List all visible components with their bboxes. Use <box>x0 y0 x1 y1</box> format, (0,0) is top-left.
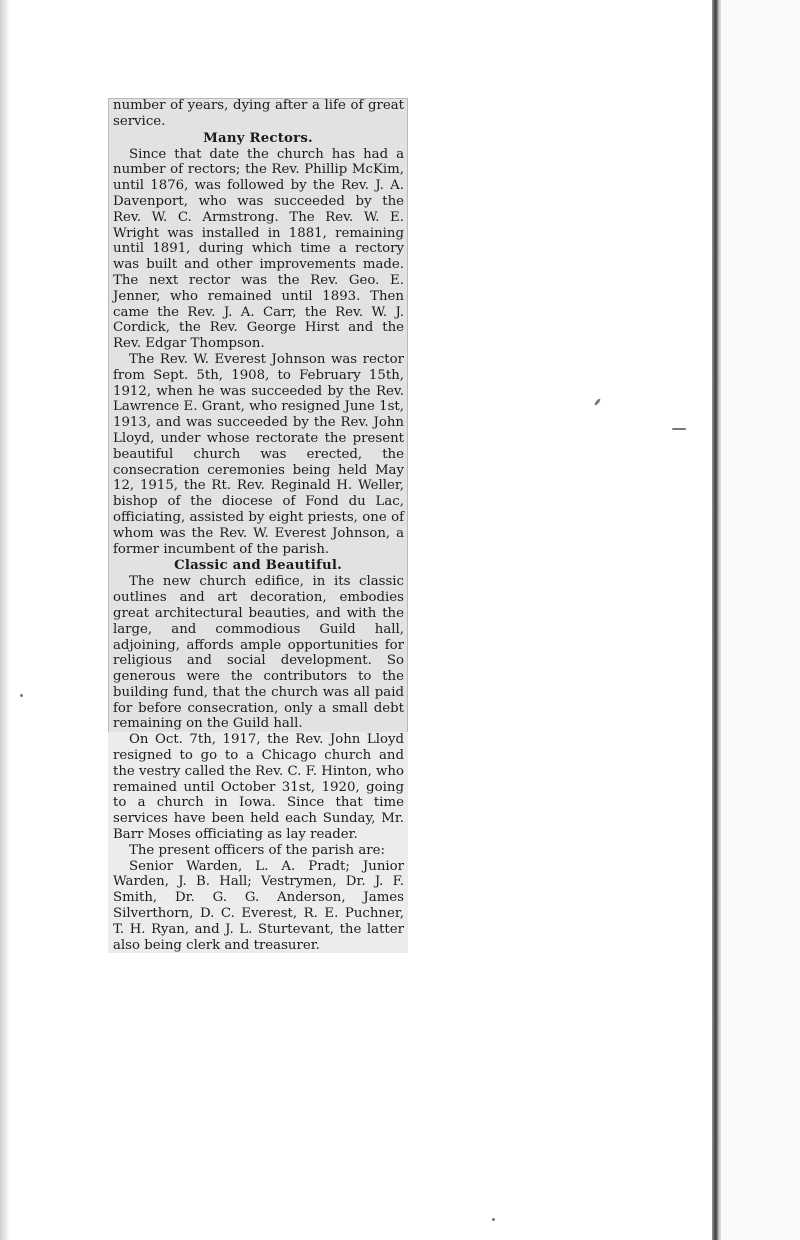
article-paragraph: On Oct. 7th, 1917, the Rev. John Lloyd resigned to go to a Chicago church and the vestry called the Rev. C. F. Hinton, who remained until October 31st, 1920, going to a church in Iowa. Since that time services have been held each Sunday, Mr. Barr Moses officiating as lay reader. <box>113 732 404 843</box>
article-paragraph: The new church edifice, in its classic outlines and art decoration, embodies great architectural beauties, and with the large, and commodious Guild hall, adjoining, affords ample opportunities for religious and social development. So generous were the contributors to the building fund, that the church was all paid for before consecration, only a small debt remaining on the Guild hall. <box>113 574 404 732</box>
paper-speck <box>20 694 23 697</box>
newspaper-clipping <box>108 98 408 953</box>
officers-list: Senior Warden, L. A. Pradt; Junior Warden, J. B. Hall; Vestrymen, Dr. J. F. Smith, Dr. G. G. Anderson, James Silverthorn, D. C. Everest, R. E. Puchner, T. H. Ryan, and J. L. Sturtevant, the latter also being clerk and treasurer. <box>113 858 404 953</box>
article-paragraph: The Rev. W. Everest Johnson was rector from Sept. 5th, 1908, to February 15th, 1912, when he was succeeded by the Rev. Lawrence E. Grant, who resigned June 1st, 1913, and was succeeded by the Rev. John Lloyd, under whose rectorate the present beautiful church was erected, the consecration ceremonies being held May 12, 1915, the Rt. Rev. Reginald H. Weller, bishop of the diocese of Fond du Lac, officiating, assisted by eight priests, one of whom was the Rev. W. Everest Johnson, a former incumbent of the parish. <box>113 351 404 557</box>
section-heading-many-rectors: Many Rectors. <box>203 130 313 146</box>
paper-speck <box>672 428 686 430</box>
page-left-edge <box>0 0 10 1240</box>
section-heading-classic-and-beautiful: Classic and Beautiful. <box>174 558 342 574</box>
paper-speck <box>492 1218 495 1221</box>
article-paragraph: Since that date the church has had a number of rectors; the Rev. Phillip McKim, until 1876, was followed by the Rev. J. A. Davenport, who was succeeded by the Rev. W. C. Armstrong. The Rev. W. E. Wright was installed in 1881, remaining until 1891, during which time a rectory was built and other improvements made. The next rector was the Rev. Geo. E. Jenner, who remained until 1893. Then came the Rev. J. A. Carr, the Rev. W. J. Cordick, the Rev. George Hirst and the Rev. Edgar Thompson. <box>113 146 404 352</box>
facing-page-strip <box>720 0 800 1240</box>
article-intro: number of years, dying after a life of great service. <box>113 98 404 129</box>
page-binding-gutter <box>712 0 720 1240</box>
clipping-lower-part <box>108 732 408 953</box>
paper-speck <box>594 398 601 406</box>
article-paragraph: The present officers of the parish are: <box>129 842 385 858</box>
